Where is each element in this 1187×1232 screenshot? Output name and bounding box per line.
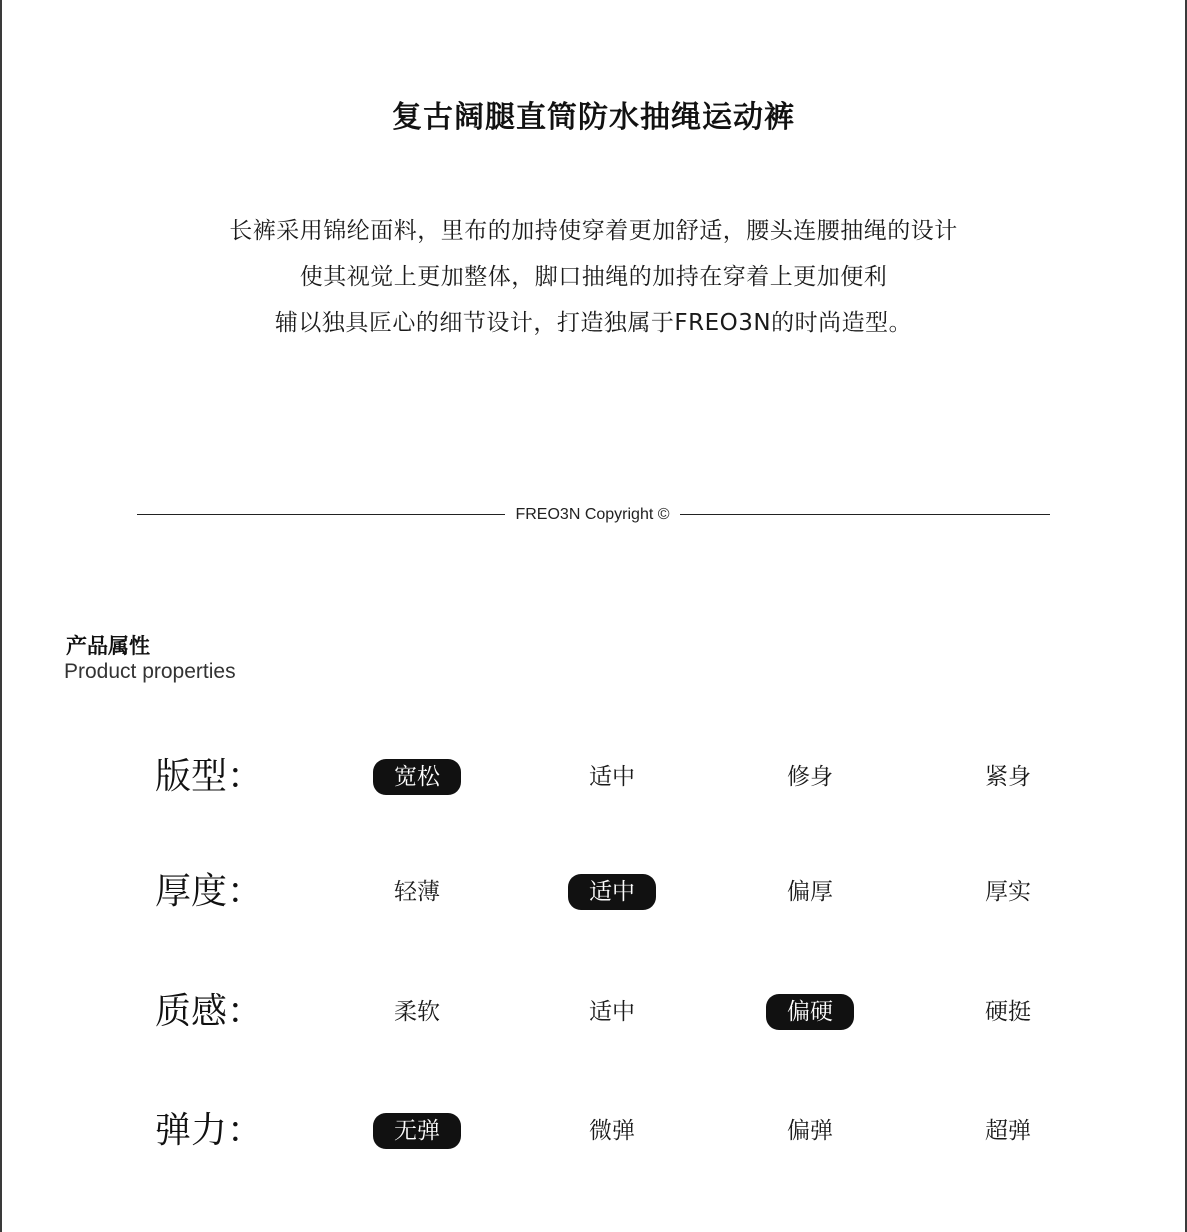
attribute-option: 超弹 bbox=[985, 1118, 1031, 1144]
attribute-option: 微弹 bbox=[589, 1118, 635, 1144]
attribute-option: 无弹 bbox=[373, 1113, 461, 1149]
attribute-label: 厚度： bbox=[155, 871, 264, 912]
attribute-option: 适中 bbox=[568, 874, 656, 910]
attribute-label: 弹力： bbox=[155, 1110, 264, 1151]
attribute-row-thickness bbox=[0, 862, 1187, 922]
attribute-option: 适中 bbox=[589, 999, 635, 1025]
attribute-option: 修身 bbox=[787, 764, 833, 790]
product-title: 复古阔腿直筒防水抽绳运动裤 bbox=[392, 100, 795, 135]
attribute-label: 质感： bbox=[155, 991, 264, 1032]
divider-line-right bbox=[680, 514, 1050, 515]
section-title-zh: 产品属性 bbox=[66, 634, 150, 658]
attribute-option: 柔软 bbox=[394, 999, 440, 1025]
page-border-left bbox=[0, 0, 2, 1232]
attribute-row-elasticity bbox=[0, 1101, 1187, 1161]
copyright-divider bbox=[137, 502, 1050, 528]
section-title-en: Product properties bbox=[64, 660, 236, 683]
attribute-option: 厚实 bbox=[985, 879, 1031, 905]
attribute-option: 偏硬 bbox=[766, 994, 854, 1030]
attribute-option: 偏弹 bbox=[787, 1118, 833, 1144]
description-line: 长裤采用锦纶面料，里布的加持使穿着更加舒适，腰头连腰抽绳的设计 bbox=[229, 218, 958, 244]
copyright-text: FREO3N Copyright © bbox=[515, 506, 670, 523]
attribute-option: 偏厚 bbox=[787, 879, 833, 905]
attribute-option: 宽松 bbox=[373, 759, 461, 795]
attribute-row-texture bbox=[0, 982, 1187, 1042]
product-description bbox=[0, 208, 1187, 346]
attribute-option: 轻薄 bbox=[394, 879, 440, 905]
attribute-label: 版型： bbox=[155, 756, 264, 797]
attribute-option: 硬挺 bbox=[985, 999, 1031, 1025]
attribute-row-fit bbox=[0, 747, 1187, 807]
divider-line-left bbox=[137, 514, 505, 515]
attribute-option: 适中 bbox=[589, 764, 635, 790]
description-line: 使其视觉上更加整体，脚口抽绳的加持在穿着上更加便利 bbox=[299, 264, 888, 290]
attribute-option: 紧身 bbox=[985, 764, 1031, 790]
description-line: 辅以独具匠心的细节设计，打造独属于FREO3N的时尚造型。 bbox=[274, 310, 913, 336]
